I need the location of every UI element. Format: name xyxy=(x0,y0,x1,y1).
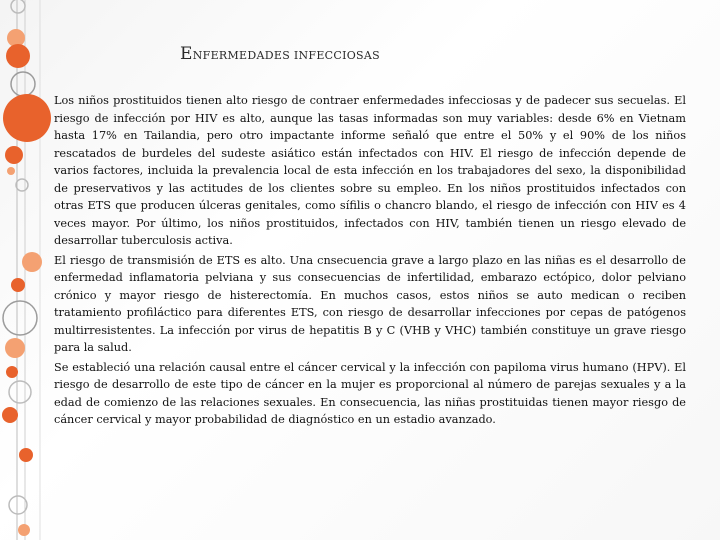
paragraph: Los niños prostituidos tienen alto riesgo de contraer enfermedades infecciosas y de padecer sus secuelas. El riesgo de infección por HIV es alto, aunque las tasas informadas son muy variables: desde 6% en Vietnam hasta 17% en Tailandia, pero otro impactante informe señaló que entre el 50% y el 90% de los niños rescatados de burdeles del sudeste asiático están infectados con HIV. El riesgo de infección depende de varios factores, incluida la prevalencia local de esta infección en los trabajadores del sexo, la disponibilidad de preservativos y las actitudes de los clientes sobre su empleo. En los niños prostituidos infectados con otras ETS que producen úlceras genitales, como sífilis o chancro blando, el riesgo de infección con HIV es 4 veces mayor. Por último, los niños prostituidos, infectados con HIV, también tienen un riesgo elevado de desarrollar tuberculosis activa. xyxy=(54,94,686,247)
decor-circle xyxy=(7,167,15,175)
title-initial: E xyxy=(180,44,193,64)
slide-body xyxy=(54,92,686,431)
decor-circle xyxy=(9,496,27,514)
decor-circle xyxy=(2,407,18,423)
decor-circle xyxy=(5,338,25,358)
decor-circle xyxy=(6,366,18,378)
decor-circle xyxy=(11,278,25,292)
decor-circle xyxy=(3,94,51,142)
title-rest: NFERMEDADES INFECCIOSAS xyxy=(192,49,380,62)
decor-circle xyxy=(19,448,33,462)
decor-circle xyxy=(9,381,31,403)
decor-circle xyxy=(11,72,35,96)
decor-circle xyxy=(16,179,28,191)
decor-circle xyxy=(11,0,25,13)
decor-circle xyxy=(18,524,30,536)
paragraph: El riesgo de transmisión de ETS es alto. Una cnsecuencia grave a largo plazo en las niñas es el desarrollo de enfermedad inflamatoria pelviana y sus consecuencias de infertilidad, embarazo ectópico, dolor pelviano crónico y mayor riesgo de histerectomía. En muchos casos, estos niños se auto medican o reciben tratamiento profiláctico para diferentes ETS, con riesgo de desarrollar infecciones por cepas de patógenos multirresistentes. La infección por virus de hepatitis B y C (VHB y VHC) también constituye un grave riesgo para la salud. xyxy=(54,253,686,354)
decor-circle xyxy=(5,146,23,164)
decor-circle xyxy=(6,44,30,68)
decor-circle xyxy=(22,252,42,272)
paragraph: Se estableció una relación causal entre el cáncer cervical y la infección con papiloma virus humano (HPV). El riesgo de desarrollo de este tipo de cáncer en la mujer es proporcional al número de parejas sexuales y a la edad de comienzo de las relaciones sexuales. En consecuencia, las niñas prostituidas tienen mayor riesgo de cáncer cervical y mayor probabilidad de diagnóstico en un estadio avanzado. xyxy=(54,360,686,426)
slide-title xyxy=(180,44,380,64)
decor-circle xyxy=(3,301,37,335)
